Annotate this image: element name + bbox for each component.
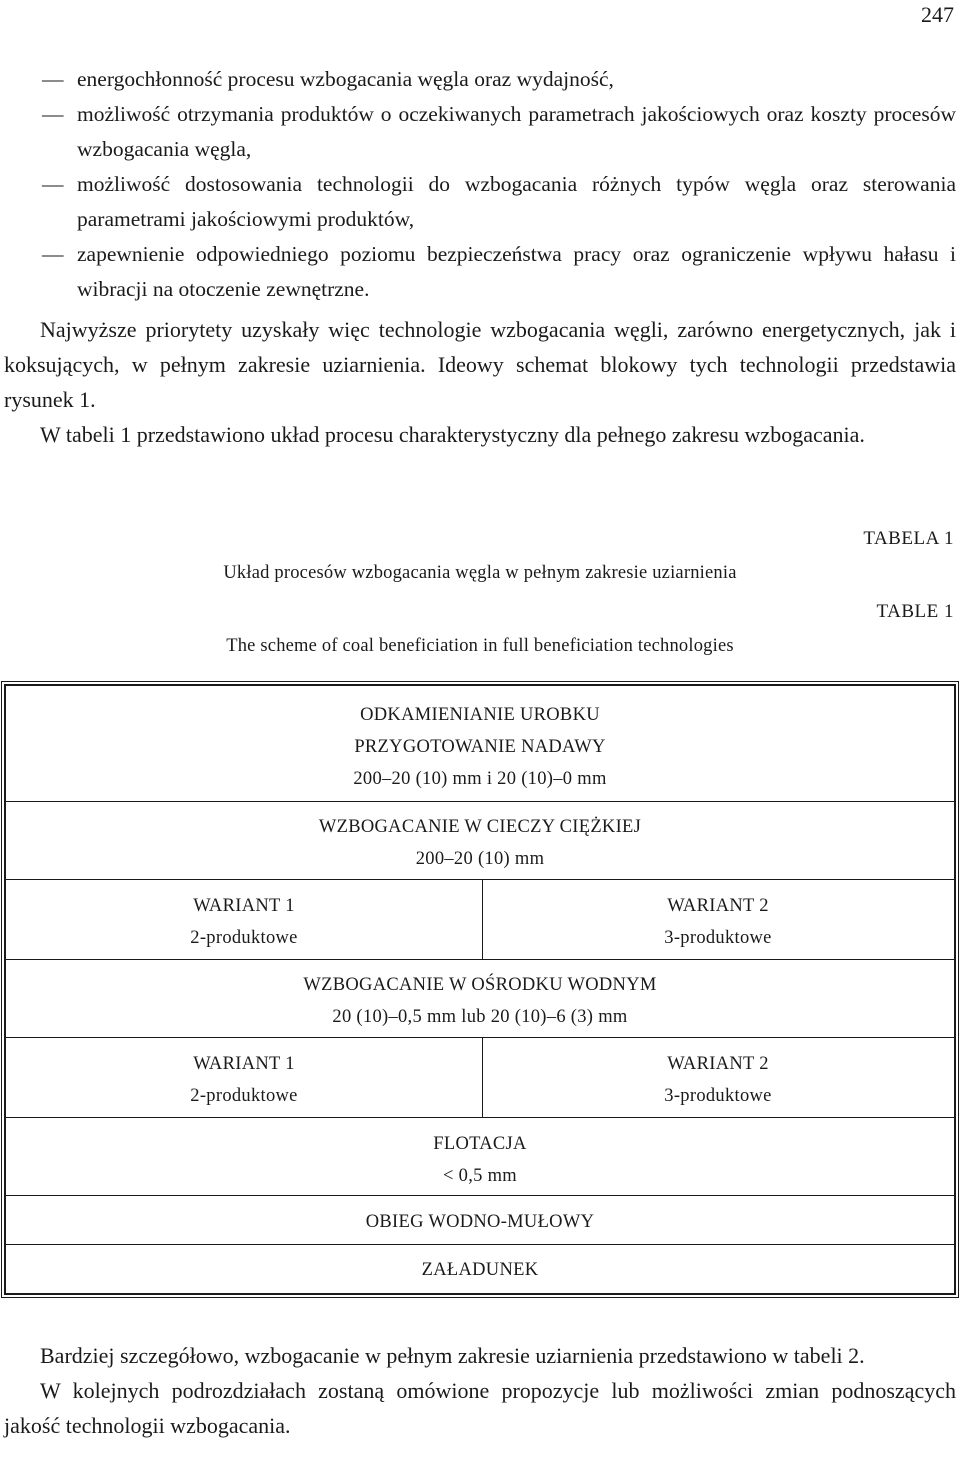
cell-line: 2-produktowe <box>190 928 298 948</box>
bullet-item <box>4 97 956 167</box>
cell-water-sludge-circuit <box>6 1206 954 1238</box>
cell-line: 2-produktowe <box>190 1086 298 1106</box>
table-caption-pl: Układ procesów wzbogacania węgla w pełnym zakresie uziarnienia <box>223 563 737 583</box>
cell-variant-2 <box>482 890 954 954</box>
row-divider <box>6 959 954 960</box>
cell-flotation <box>6 1128 954 1192</box>
paragraph: W tabeli 1 przedstawiono układ procesu charakterystyczny dla pełnego zakresu wzbogacania. <box>40 422 865 447</box>
cell-line: ODKAMIENIANIE UROBKU <box>360 705 600 725</box>
row-divider <box>6 1244 954 1245</box>
dash-bullet: — <box>42 172 64 196</box>
body-paragraphs <box>4 312 956 452</box>
bullet-item <box>4 167 956 237</box>
row-divider <box>6 1117 954 1118</box>
cell-line: WARIANT 1 <box>193 896 295 916</box>
bullet-item <box>4 237 956 307</box>
cell-line: 200–20 (10) mm <box>415 849 545 869</box>
cell-loading <box>6 1254 954 1286</box>
cell-water-medium <box>6 969 954 1033</box>
bullet-item <box>4 62 956 97</box>
page-number: 247 <box>921 2 954 27</box>
closing-paragraphs <box>4 1338 956 1443</box>
row-divider <box>6 1195 954 1196</box>
cell-line: < 0,5 mm <box>443 1166 517 1186</box>
row-divider <box>6 1037 954 1038</box>
dash-bullet: — <box>42 102 64 126</box>
cell-line: 20 (10)–0,5 mm lub 20 (10)–6 (3) mm <box>332 1007 628 1027</box>
paragraph: Najwyższe priorytety uzyskały więc technologie wzbogacania węgli, zarówno energetycznych, jak i koksujących, w pełnym zakresie uziarnienia. Ideowy schemat blokowy tych technologii przedstawia rysunek 1. <box>4 317 956 412</box>
bullet-text: energochłonność procesu wzbogacania węgla oraz wydajność, <box>77 67 614 91</box>
cell-line: WZBOGACANIE W OŚRODKU WODNYM <box>303 975 657 995</box>
row-divider <box>6 879 954 880</box>
dash-bullet: — <box>42 67 64 91</box>
bullet-text: zapewnienie odpowiedniego poziomu bezpieczeństwa pracy oraz ograniczenie wpływu hałasu i wibracji na otoczenie zewnętrzne. <box>77 242 956 301</box>
cell-dewatering <box>6 699 954 795</box>
table-label-pl: TABELA 1 <box>863 528 954 549</box>
dash-bullet: — <box>42 242 64 266</box>
bullet-text: możliwość dostosowania technologii do wzbogacania różnych typów węgla oraz sterowania parametrami jakościowymi produktów, <box>77 172 956 231</box>
bullet-text: możliwość otrzymania produktów o oczekiwanych parametrach jakościowych oraz koszty procesów wzbogacania węgla, <box>77 102 956 161</box>
cell-line: PRZYGOTOWANIE NADAWY <box>354 737 606 757</box>
row-divider <box>6 801 954 802</box>
cell-variant-1 <box>6 1048 482 1112</box>
cell-line: 3-produktowe <box>664 1086 772 1106</box>
cell-line: WARIANT 2 <box>667 896 769 916</box>
cell-heavy-medium <box>6 811 954 875</box>
cell-variant-1 <box>6 890 482 954</box>
table-caption-en: The scheme of coal beneficiation in full beneficiation technologies <box>226 636 734 656</box>
cell-line: WARIANT 2 <box>667 1054 769 1074</box>
cell-line: ZAŁADUNEK <box>421 1260 539 1280</box>
cell-line: OBIEG WODNO-MUŁOWY <box>365 1212 595 1232</box>
cell-line: FLOTACJA <box>433 1134 527 1154</box>
bullet-list <box>4 62 956 307</box>
paragraph: W kolejnych podrozdziałach zostaną omówione propozycje lub możliwości zmian podnoszących jakość technologii wzbogacania. <box>4 1378 956 1438</box>
cell-line: 200–20 (10) mm i 20 (10)–0 mm <box>353 769 607 789</box>
process-scheme-table <box>4 684 956 1295</box>
table-label-en: TABLE 1 <box>876 601 954 622</box>
cell-line: 3-produktowe <box>664 928 772 948</box>
paragraph: Bardziej szczegółowo, wzbogacanie w pełnym zakresie uziarnienia przedstawiono w tabeli 2. <box>40 1343 865 1368</box>
cell-line: WARIANT 1 <box>193 1054 295 1074</box>
cell-line: WZBOGACANIE W CIECZY CIĘŻKIEJ <box>318 817 642 837</box>
cell-variant-2 <box>482 1048 954 1112</box>
